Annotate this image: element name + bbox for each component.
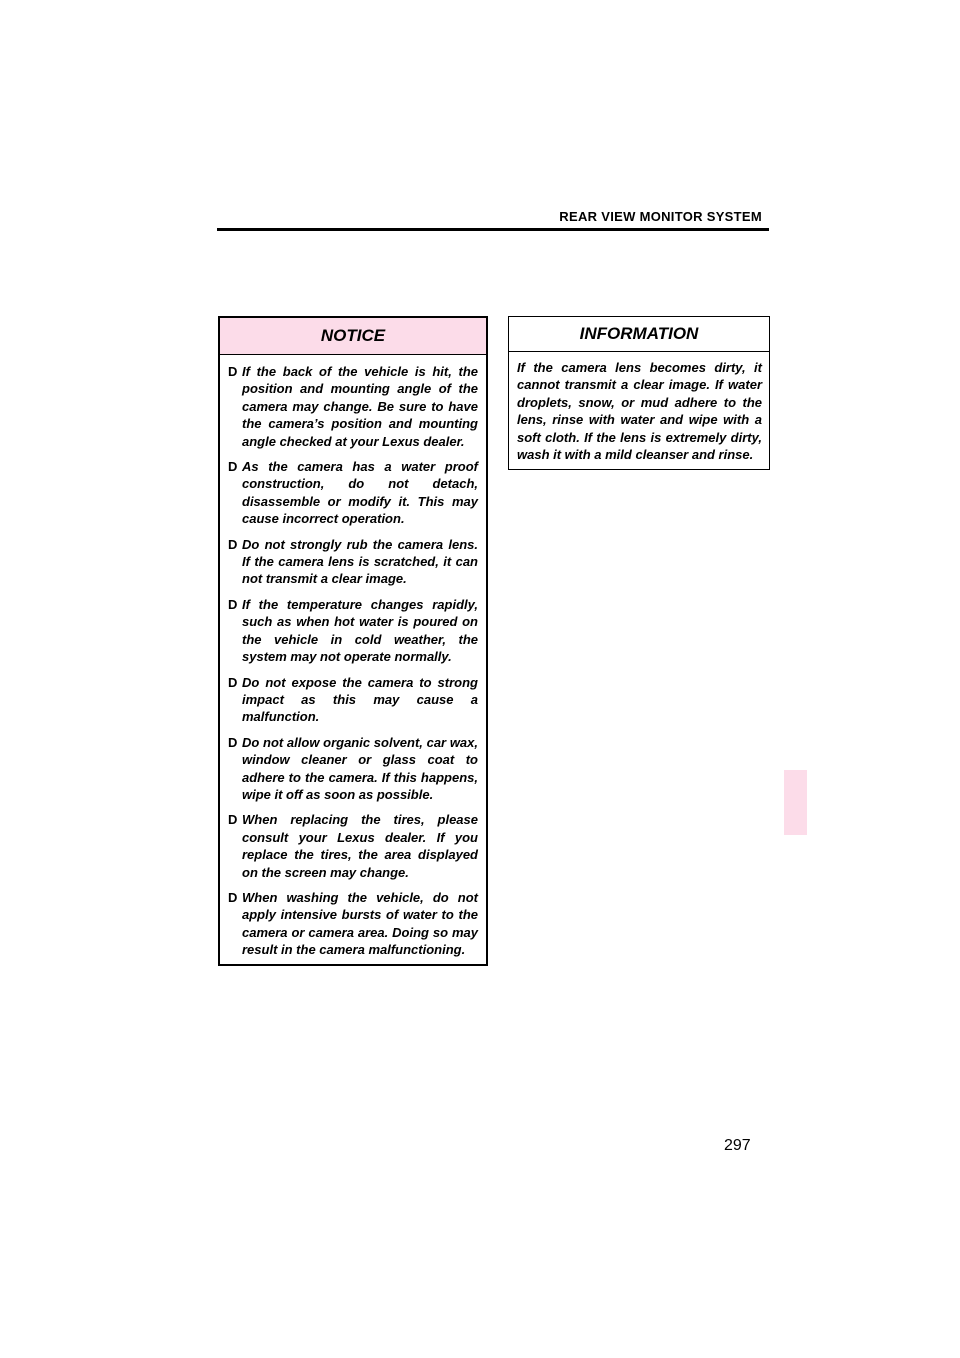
page-number: 297 [724, 1137, 751, 1154]
notice-item [228, 536, 478, 588]
bullet-icon: D [228, 674, 238, 690]
bullet-icon: D [228, 812, 238, 828]
notice-item-text: When washing the vehicle, do not apply intensive bursts of water to the camera or camera area. Doing so may result in the camera malfunctioning. [242, 889, 478, 958]
section-header-title: REAR VIEW MONITOR SYSTEM [559, 209, 762, 224]
bullet-icon: D [228, 889, 238, 905]
bullet-icon: D [228, 596, 238, 612]
notice-item-text: Do not expose the camera to strong impact as this may cause a malfunction. [242, 674, 478, 725]
bullet-icon: D [228, 459, 238, 475]
notice-item [228, 734, 478, 804]
information-text: If the camera lens becomes dirty, it cannot transmit a clear image. If water droplets, snow, or mud adhere to the lens, rinse with water and wipe with a soft cloth. If the lens is extremely dirty, wash it with a mild cleanser and rinse. [517, 360, 762, 463]
notice-list [220, 355, 486, 959]
notice-item [228, 674, 478, 726]
notice-item-text: When replacing the tires, please consult your Lexus dealer. If you replace the tires, the area displayed on the screen may change. [242, 812, 478, 880]
notice-item [228, 596, 478, 666]
bullet-icon: D [228, 364, 238, 379]
notice-item-text: Do not strongly rub the camera lens. If the camera lens is scratched, it can not transmit a clear image. [242, 536, 478, 587]
notice-item-text: If the back of the vehicle is hit, the position and mounting angle of the camera may change. Be sure to have the camera’s position and mounting angle checked at your Lexus dealer. [242, 364, 478, 449]
notice-item-text: Do not allow organic solvent, car wax, window cleaner or glass coat to adhere to the camera. If this happens, wipe it off as soon as possible. [242, 734, 478, 802]
notice-title: NOTICE [220, 318, 486, 355]
information-box [508, 316, 770, 470]
notice-item-text: As the camera has a water proof construction, do not detach, disassemble or modify it. This may cause incorrect operation. [242, 459, 478, 527]
notice-item [228, 889, 478, 959]
bullet-icon: D [228, 734, 238, 750]
notice-item [228, 811, 478, 881]
notice-item [228, 458, 478, 528]
section-tab-marker [784, 770, 807, 835]
header-rule [217, 228, 769, 231]
information-title: INFORMATION [509, 317, 769, 352]
notice-item [228, 363, 478, 450]
notice-box [218, 316, 488, 966]
bullet-icon: D [228, 536, 238, 552]
notice-item-text: If the temperature changes rapidly, such as when hot water is poured on the vehicle in cold weather, the system may not operate normally. [242, 596, 478, 665]
